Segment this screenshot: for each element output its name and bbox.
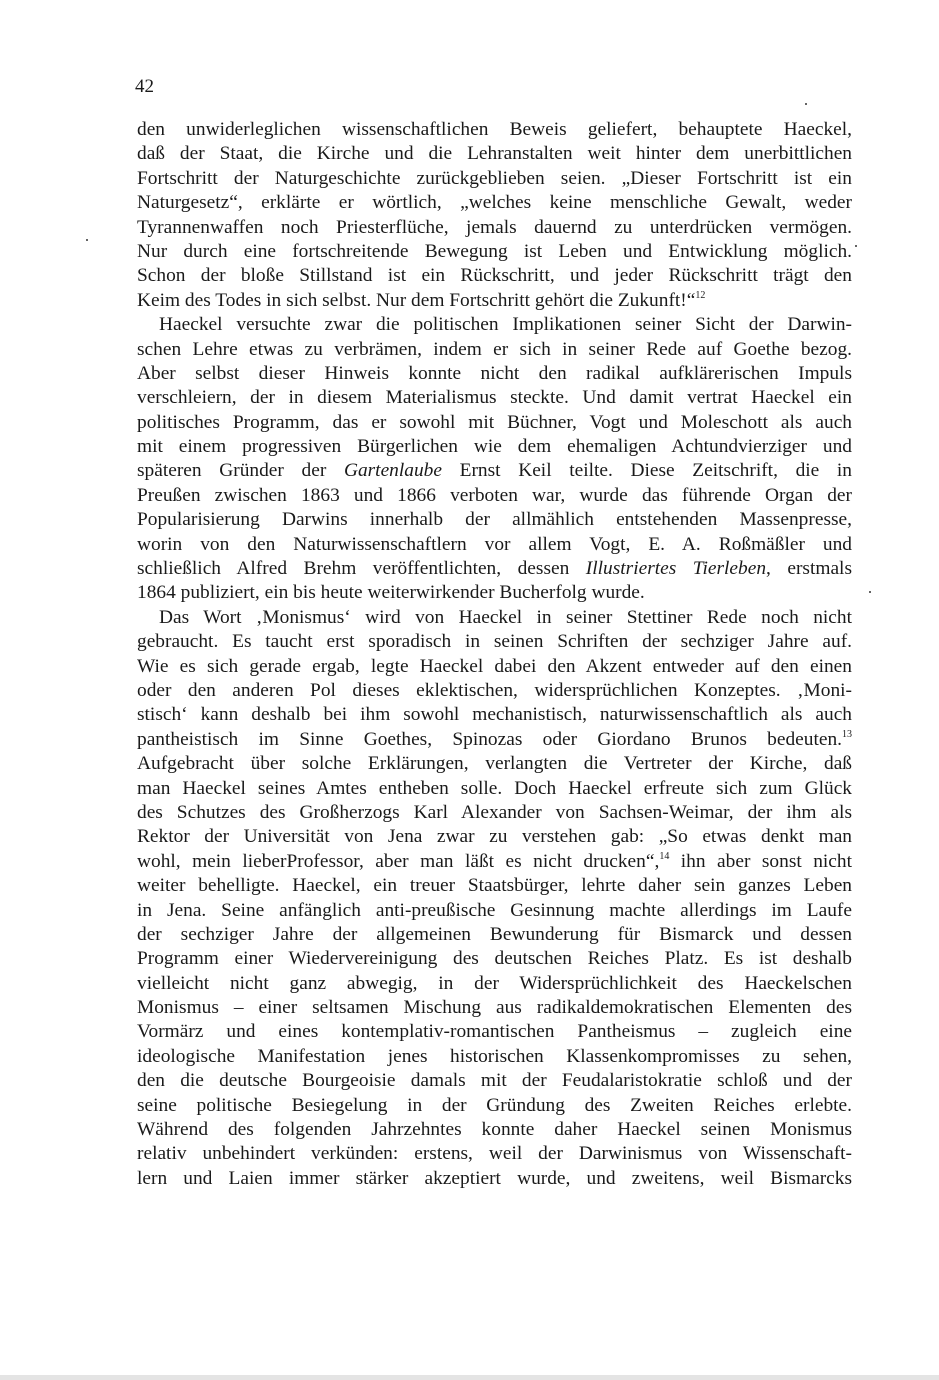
text-line: mit einem progressiven Bürgerlichen wie dem ehemaligen Achtundvierziger und: [137, 436, 852, 458]
text-line: Programm einer Wiedervereinigung des deutschen Reiches Platz. Es ist deshalb: [137, 948, 852, 970]
text-line: oder den anderen Pol dieses eklektischen, widersprüchlichen Konzeptes. ‚Moni-: [137, 679, 852, 701]
text-line: der sechziger Jahre der allgemeinen Bewunderung für Bismarck und dessen: [137, 923, 852, 945]
text-line: daß der Staat, die Kirche und die Lehranstalten weit hinter dem unerbittlichen: [137, 143, 852, 165]
text-line: weiter behelligte. Haeckel, ein treuer Staatsbürger, lehrte daher sein ganzes Leben: [137, 875, 852, 897]
body-text: [137, 118, 852, 1191]
text-line: schen Lehre etwas zu verbrämen, indem er sich in seiner Rede auf Goethe bezog.: [137, 338, 852, 360]
italic-title: Gartenlaube: [343, 460, 442, 482]
text-line: den unwiderleglichen wissenschaftlichen Beweis geliefert, behauptete Haeckel,: [137, 119, 852, 140]
text-line: den die deutsche Bourgeoisie damals mit der Feudalaristokratie schloß und der: [137, 1070, 852, 1092]
footnote-ref: 12: [695, 289, 706, 301]
text-line: politisches Programm, das er sowohl mit Büchner, Vogt und Moleschott als auch: [137, 411, 852, 433]
text-line: pantheistisch im Sinne Goethes, Spinozas oder Giordano Brunos bedeuten.$^{13}$: [137, 728, 852, 750]
text-line: vielleicht nicht ganz abwegig, in der Widersprüchlichkeit des Haeckelschen: [137, 972, 852, 994]
text-line: Nur durch eine fortschreitende Bewegung ist Leben und Entwicklung möglich.: [137, 240, 852, 262]
text-line: ideologische Manifestation jenes historischen Klassenkompromisses zu sehen,: [137, 1045, 852, 1067]
text-line: Aufgebracht über solche Erklärungen, verlangten die Vertreter der Kirche, daß: [137, 753, 852, 775]
text-line: Naturgesetz“, erklärte er wörtlich, „welches keine menschliche Gewalt, weder: [137, 192, 852, 214]
text-line: Während des folgenden Jahrzehntes konnte daher Haeckel seinen Monismus: [137, 1119, 852, 1141]
scan-edge: [0, 1375, 939, 1380]
text-line: Fortschritt der Naturgeschichte zurückgeblieben seien. „Dieser Fortschritt ist ein: [137, 167, 852, 189]
text-line: gebraucht. Es taucht erst sporadisch in seinen Schriften der sechziger Jahre auf.: [137, 631, 852, 653]
footnote-ref: 14: [659, 850, 670, 862]
footnote-ref: 13: [842, 728, 852, 740]
text-line: lern und Laien immer stärker akzeptiert wurde, und zweitens, weil Bismarcks: [137, 1167, 852, 1189]
text-line: Preußen zwischen 1863 und 1866 verboten war, wurde das führende Organ der: [137, 484, 852, 506]
text-line: Monismus – einer seltsamen Mischung aus radikaldemokratischen Elementen des: [137, 997, 852, 1019]
scan-speck: [869, 591, 871, 593]
text-line: relativ unbehindert verkünden: erstens, weil der Darwinismus von Wissenschaft-: [137, 1143, 852, 1165]
text-line: stisch‘ kann deshalb bei ihm sowohl mechanistisch, naturwissenschaftlich als auch: [137, 704, 852, 726]
text-line: des Schutzes des Großherzogs Karl Alexander von Sachsen-Weimar, der ihm als: [137, 801, 852, 823]
text-line: Aber selbst dieser Hinweis konnte nicht den radikal aufklärerischen Impuls: [137, 362, 852, 384]
text-line: man Haeckel seines Amtes entheben solle. Doch Haeckel erfreute sich zum Glück: [137, 777, 852, 799]
text-line: Tyrannenwaffen noch Priesterflüche, jemals dauernd zu unterdrücken vermögen.: [137, 216, 852, 238]
text-line: Vormärz und eines kontemplativ-romantischen Pantheismus – zugleich eine: [137, 1021, 852, 1043]
text-line: 1864 publiziert, ein bis heute weiterwirkender Bucherfolg wurde.: [137, 582, 645, 604]
text-line: schließlich Alfred Brehm veröffentlichten, dessen Illustriertes Tierleben, erstmals: [137, 558, 852, 580]
text-line: Das Wort ‚Monismus‘ wird von Haeckel in seiner Stettiner Rede noch nicht: [159, 606, 852, 628]
text-line: Haeckel versuchte zwar die politischen Implikationen seiner Sicht der Darwin-: [159, 314, 852, 336]
text-line: in Jena. Seine anfänglich anti-preußische Gesinnung machte allerdings im Laufe: [137, 899, 852, 921]
page-number: 42: [135, 76, 154, 97]
text-line: seine politische Besiegelung in der Gründung des Zweiten Reiches erlebte.: [137, 1094, 852, 1116]
text-line: worin von den Naturwissenschaftlern vor allem Vogt, E. A. Roßmäßler und: [137, 533, 852, 555]
scan-speck: [86, 239, 88, 241]
text-line: späteren Gründer der Gartenlaube Ernst Keil teilte. Diese Zeitschrift, die in: [137, 460, 852, 482]
scan-speck: [805, 103, 807, 105]
text-line: Wie es sich gerade ergab, legte Haeckel dabei den Akzent entweder auf den einen: [137, 655, 852, 677]
italic-title: Illustriertes Tierleben: [585, 558, 767, 580]
text-line: verschleiern, der in diesem Materialismus steckte. Und damit vertrat Haeckel ein: [137, 387, 852, 409]
text-line: Schon der bloße Stillstand ist ein Rückschritt, und jeder Rückschritt trägt den: [137, 265, 852, 287]
text-line: Keim des Todes in sich selbst. Nur dem Fortschritt gehört die Zukunft!“$^{12}$: [137, 289, 706, 311]
scan-speck: [855, 245, 857, 247]
text-line: Rektor der Universität von Jena zwar zu verstehen gab: „So etwas denkt man: [137, 826, 852, 848]
text-line: wohl, mein lieberProfessor, aber man läßt es nicht drucken“,$^{14}$ ihn aber sonst nicht: [137, 850, 852, 872]
text-line: Popularisierung Darwins innerhalb der allmählich entstehenden Massenpresse,: [137, 509, 852, 531]
